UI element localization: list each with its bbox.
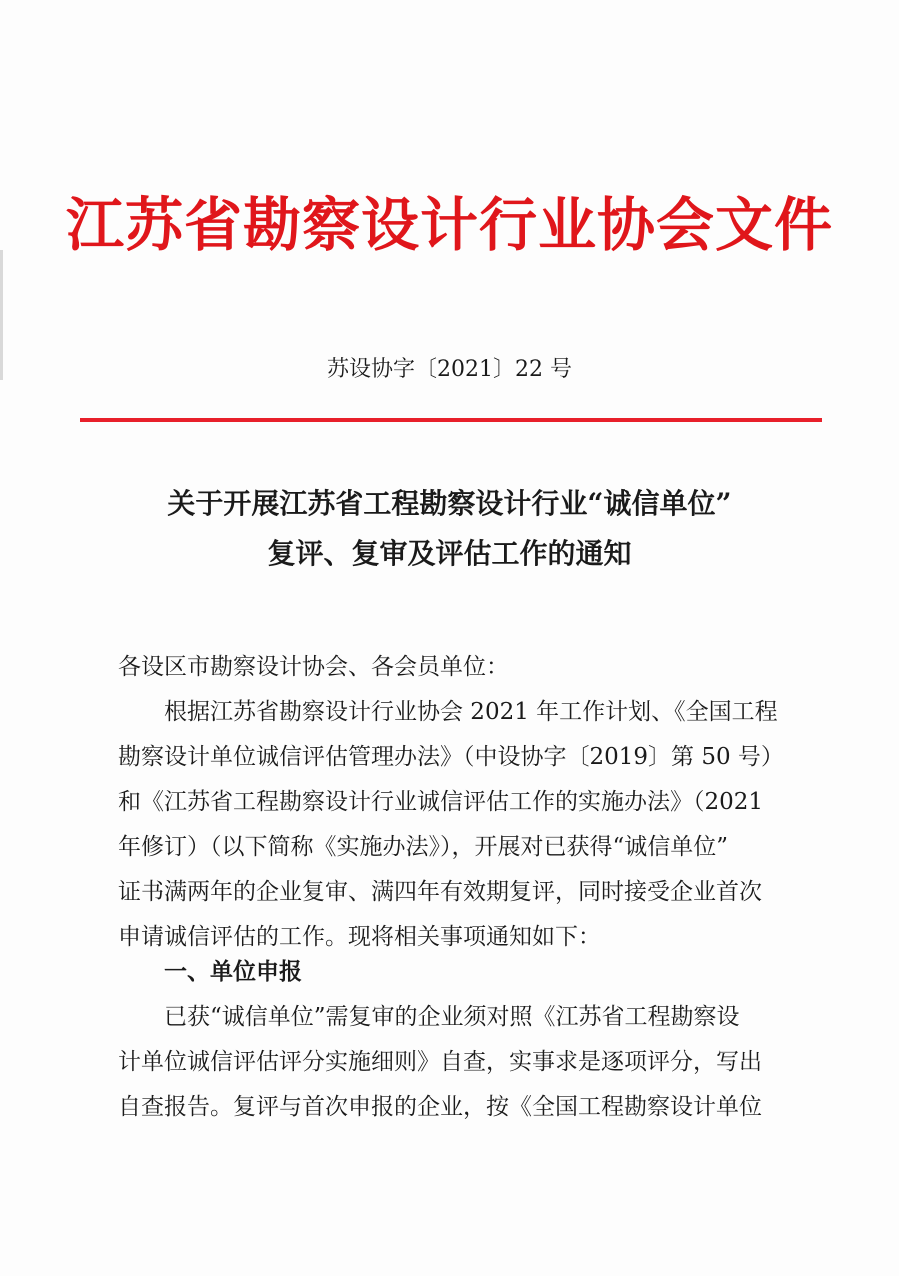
section-1-heading: 一、单位申报 <box>164 959 302 985</box>
salutation: 各设区市勘察设计协会、各会员单位： <box>118 654 509 680</box>
paragraph-2-line-3: 自查报告。复评与首次申报的企业，按《全国工程勘察设计单位 <box>118 1094 762 1120</box>
paragraph-1-line-6: 申请诚信评估的工作。现将相关事项通知如下： <box>118 924 601 950</box>
paragraph-1-line-2: 勘察设计单位诚信评估管理办法》（中设协字〔2019〕第 50 号） <box>118 744 784 770</box>
paragraph-1-line-4: 年修订）（以下简称《实施办法》），开展对已获得“诚信单位” <box>118 834 729 860</box>
document-header-title: 江苏省勘察设计行业协会文件 <box>65 191 833 259</box>
notice-title-line-1: 关于开展江苏省工程勘察设计行业“诚信单位” <box>167 487 732 520</box>
paragraph-1-line-1: 根据江苏省勘察设计行业协会 2021 年工作计划、《全国工程 <box>118 699 778 725</box>
paragraph-2-line-1: 已获“诚信单位”需复审的企业须对照《江苏省工程勘察设 <box>118 1004 740 1030</box>
header-red-rule <box>80 418 822 422</box>
paragraph-1-line-5: 证书满两年的企业复审、满四年有效期复评，同时接受企业首次 <box>118 879 762 905</box>
document-number: 苏设协字〔2021〕22 号 <box>327 357 572 382</box>
paragraph-1-line-3: 和《江苏省工程勘察设计行业诚信评估工作的实施办法》（2021 <box>118 789 764 815</box>
notice-title-line-2: 复评、复审及评估工作的通知 <box>267 537 632 570</box>
paragraph-2-line-2: 计单位诚信评估评分实施细则》自查，实事求是逐项评分，写出 <box>118 1049 762 1075</box>
